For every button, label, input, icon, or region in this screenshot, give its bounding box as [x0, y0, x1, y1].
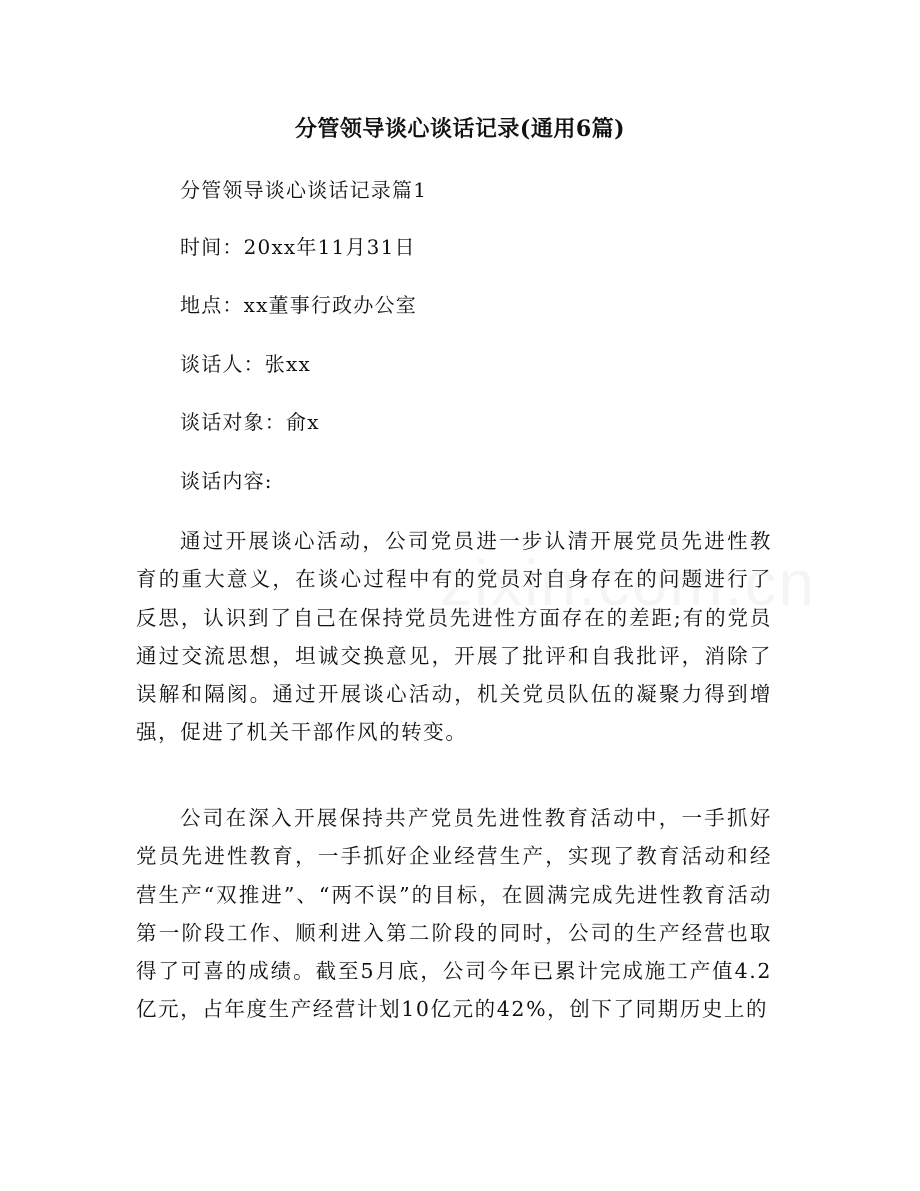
document-title: 分管领导谈心谈话记录(通用6篇)	[294, 116, 626, 142]
body-paragraph: 公司在深入开展保持共产党员先进性教育活动中，一手抓好党员先进性教育，一手抓好企业经营生产，实现了教育活动和经营生产“双推进”、“两不误”的目标，在圆满完成先进性教育活动第一阶段工作、顺利进入第二阶段的同时，公司的生产经营也取得了可喜的成绩。截至5月底，公司今年已累计完成施工产值4.2亿元，占年度生产经营计划10亿元的42%，创下了同期历史上的	[136, 806, 772, 1022]
speaker-field: 谈话人：张xx	[180, 352, 311, 376]
time-field: 时间：20xx年11月31日	[180, 235, 416, 259]
place-field: 地点：xx董事行政办公室	[180, 293, 417, 317]
target-field: 谈话对象：俞x	[180, 410, 320, 434]
content-label: 谈话内容:	[180, 469, 273, 493]
body-paragraph: 通过开展谈心活动，公司党员进一步认清开展党员先进性教育的重大意义，在谈心过程中有的党员对自身存在的问题进行了反思，认识到了自己在保持党员先进性方面存在的差距;有的党员通过交流思想，坦诚交换意见，开展了批评和自我批评，消除了误解和隔阂。通过开展谈心活动，机关党员队伍的凝聚力得到增强，促进了机关干部作风的转变。	[136, 529, 772, 745]
section-heading: 分管领导谈心谈话记录篇1	[180, 178, 428, 202]
